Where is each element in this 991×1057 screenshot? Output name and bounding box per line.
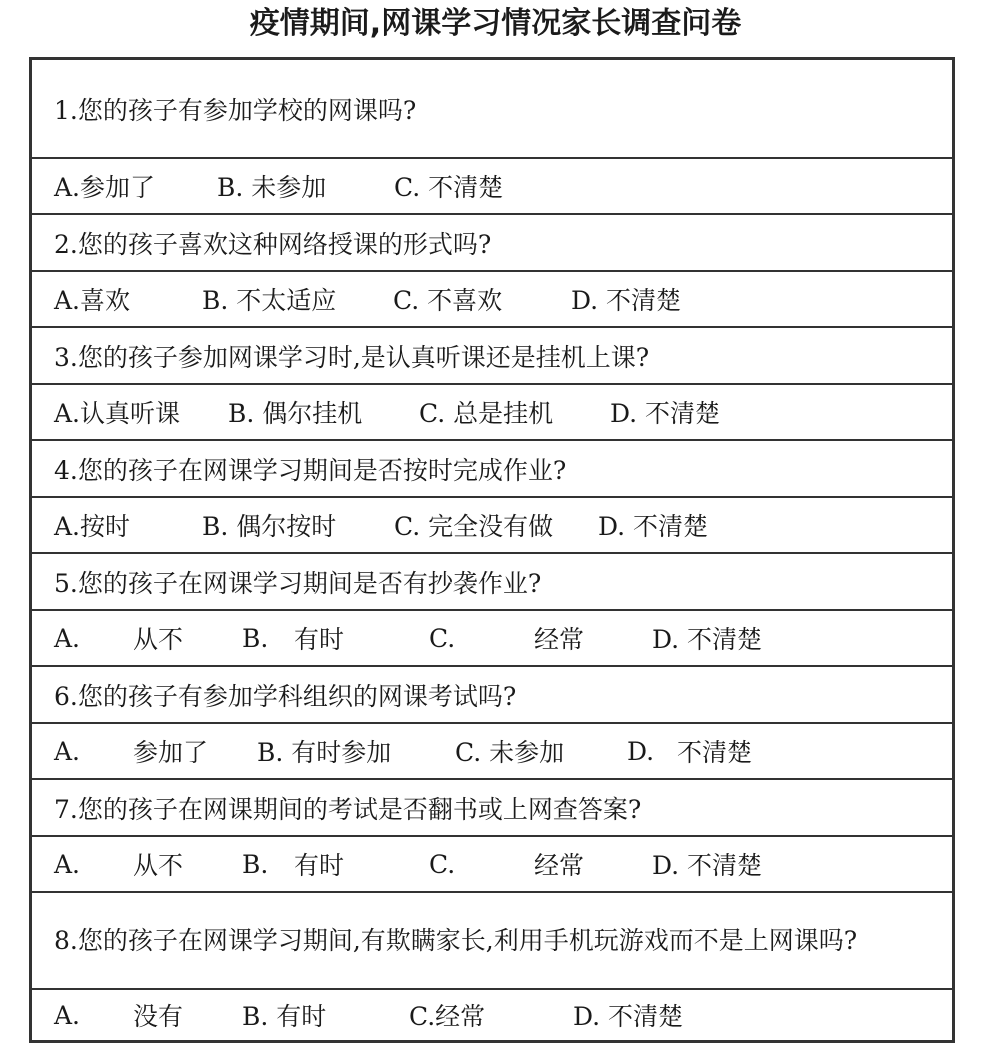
q1-option-b[interactable]: B. 未参加 xyxy=(217,173,327,202)
q6-option-c[interactable]: C. 未参加 xyxy=(455,738,565,767)
q7-option-a-text[interactable]: 从不 xyxy=(133,851,184,880)
question-5 xyxy=(32,552,952,609)
question-4 xyxy=(32,439,952,496)
options-row-3 xyxy=(32,383,952,439)
options-row-2 xyxy=(32,270,952,326)
q2-option-c[interactable]: C. 不喜欢 xyxy=(393,286,503,315)
question-4-text: 4.您的孩子在网课学习期间是否按时完成作业? xyxy=(54,455,567,485)
q5-option-b-letter[interactable]: B. xyxy=(242,623,269,653)
survey-title: 疫情期间,网课学习情况家长调查问卷 xyxy=(249,6,742,41)
q4-option-a[interactable]: A.按时 xyxy=(54,512,131,541)
question-2-text: 2.您的孩子喜欢这种网络授课的形式吗? xyxy=(54,229,492,259)
options-row-8 xyxy=(32,988,952,1040)
q6-option-b[interactable]: B. 有时参加 xyxy=(257,738,392,767)
question-1 xyxy=(32,60,952,157)
question-6-text: 6.您的孩子有参加学科组织的网课考试吗? xyxy=(54,681,517,711)
q7-option-c-letter[interactable]: C. xyxy=(429,849,456,879)
question-1-text: 1.您的孩子有参加学校的网课吗? xyxy=(54,95,417,125)
q6-option-a-letter[interactable]: A. xyxy=(54,736,81,766)
q6-option-d-letter[interactable]: D. xyxy=(627,736,655,766)
q2-option-b[interactable]: B. 不太适应 xyxy=(202,286,337,315)
q7-option-b-letter[interactable]: B. xyxy=(242,849,269,879)
q2-option-a[interactable]: A.喜欢 xyxy=(54,286,131,315)
q3-option-a[interactable]: A.认真听课 xyxy=(54,399,181,428)
q8-option-c[interactable]: C.经常 xyxy=(409,1002,486,1031)
question-7 xyxy=(32,778,952,835)
q7-option-a-letter[interactable]: A. xyxy=(54,849,81,879)
q3-option-b[interactable]: B. 偶尔挂机 xyxy=(228,399,363,428)
q7-option-d[interactable]: D. 不清楚 xyxy=(652,851,763,880)
options-row-4 xyxy=(32,496,952,552)
q4-option-d[interactable]: D. 不清楚 xyxy=(598,512,709,541)
q7-option-c-text[interactable]: 经常 xyxy=(534,851,585,880)
options-row-1 xyxy=(32,157,952,213)
q8-option-b[interactable]: B. 有时 xyxy=(242,1002,327,1031)
q4-option-c[interactable]: C. 完全没有做 xyxy=(394,512,554,541)
question-3 xyxy=(32,326,952,383)
options-row-5 xyxy=(32,609,952,665)
q6-option-a-text[interactable]: 参加了 xyxy=(133,738,209,767)
question-7-text: 7.您的孩子在网课期间的考试是否翻书或上网查答案? xyxy=(54,794,642,824)
question-5-text: 5.您的孩子在网课学习期间是否有抄袭作业? xyxy=(54,568,542,598)
q5-option-c-text[interactable]: 经常 xyxy=(534,625,585,654)
q5-option-d[interactable]: D. 不清楚 xyxy=(652,625,763,654)
options-row-6 xyxy=(32,722,952,778)
q8-option-a-text[interactable]: 没有 xyxy=(133,1002,184,1031)
question-8-text: 8.您的孩子在网课学习期间,有欺瞒家长,利用手机玩游戏而不是上网课吗? xyxy=(54,925,858,955)
q8-option-d[interactable]: D. 不清楚 xyxy=(573,1002,684,1031)
question-8 xyxy=(32,891,952,988)
q5-option-b-text[interactable]: 有时 xyxy=(294,625,345,654)
q1-option-c[interactable]: C. 不清楚 xyxy=(394,173,504,202)
question-6 xyxy=(32,665,952,722)
q5-option-a-text[interactable]: 从不 xyxy=(133,625,184,654)
q2-option-d[interactable]: D. 不清楚 xyxy=(571,286,682,315)
q4-option-b[interactable]: B. 偶尔按时 xyxy=(202,512,337,541)
q5-option-c-letter[interactable]: C. xyxy=(429,623,456,653)
question-3-text: 3.您的孩子参加网课学习时,是认真听课还是挂机上课? xyxy=(54,342,650,372)
q8-option-a-letter[interactable]: A. xyxy=(54,1000,81,1030)
survey-form xyxy=(29,57,955,1043)
options-row-7 xyxy=(32,835,952,891)
q6-option-d-text[interactable]: 不清楚 xyxy=(677,738,753,767)
q1-option-a[interactable]: A.参加了 xyxy=(54,173,156,202)
q3-option-c[interactable]: C. 总是挂机 xyxy=(419,399,554,428)
q7-option-b-text[interactable]: 有时 xyxy=(294,851,345,880)
question-2 xyxy=(32,213,952,270)
q5-option-a-letter[interactable]: A. xyxy=(54,623,81,653)
q3-option-d[interactable]: D. 不清楚 xyxy=(610,399,721,428)
